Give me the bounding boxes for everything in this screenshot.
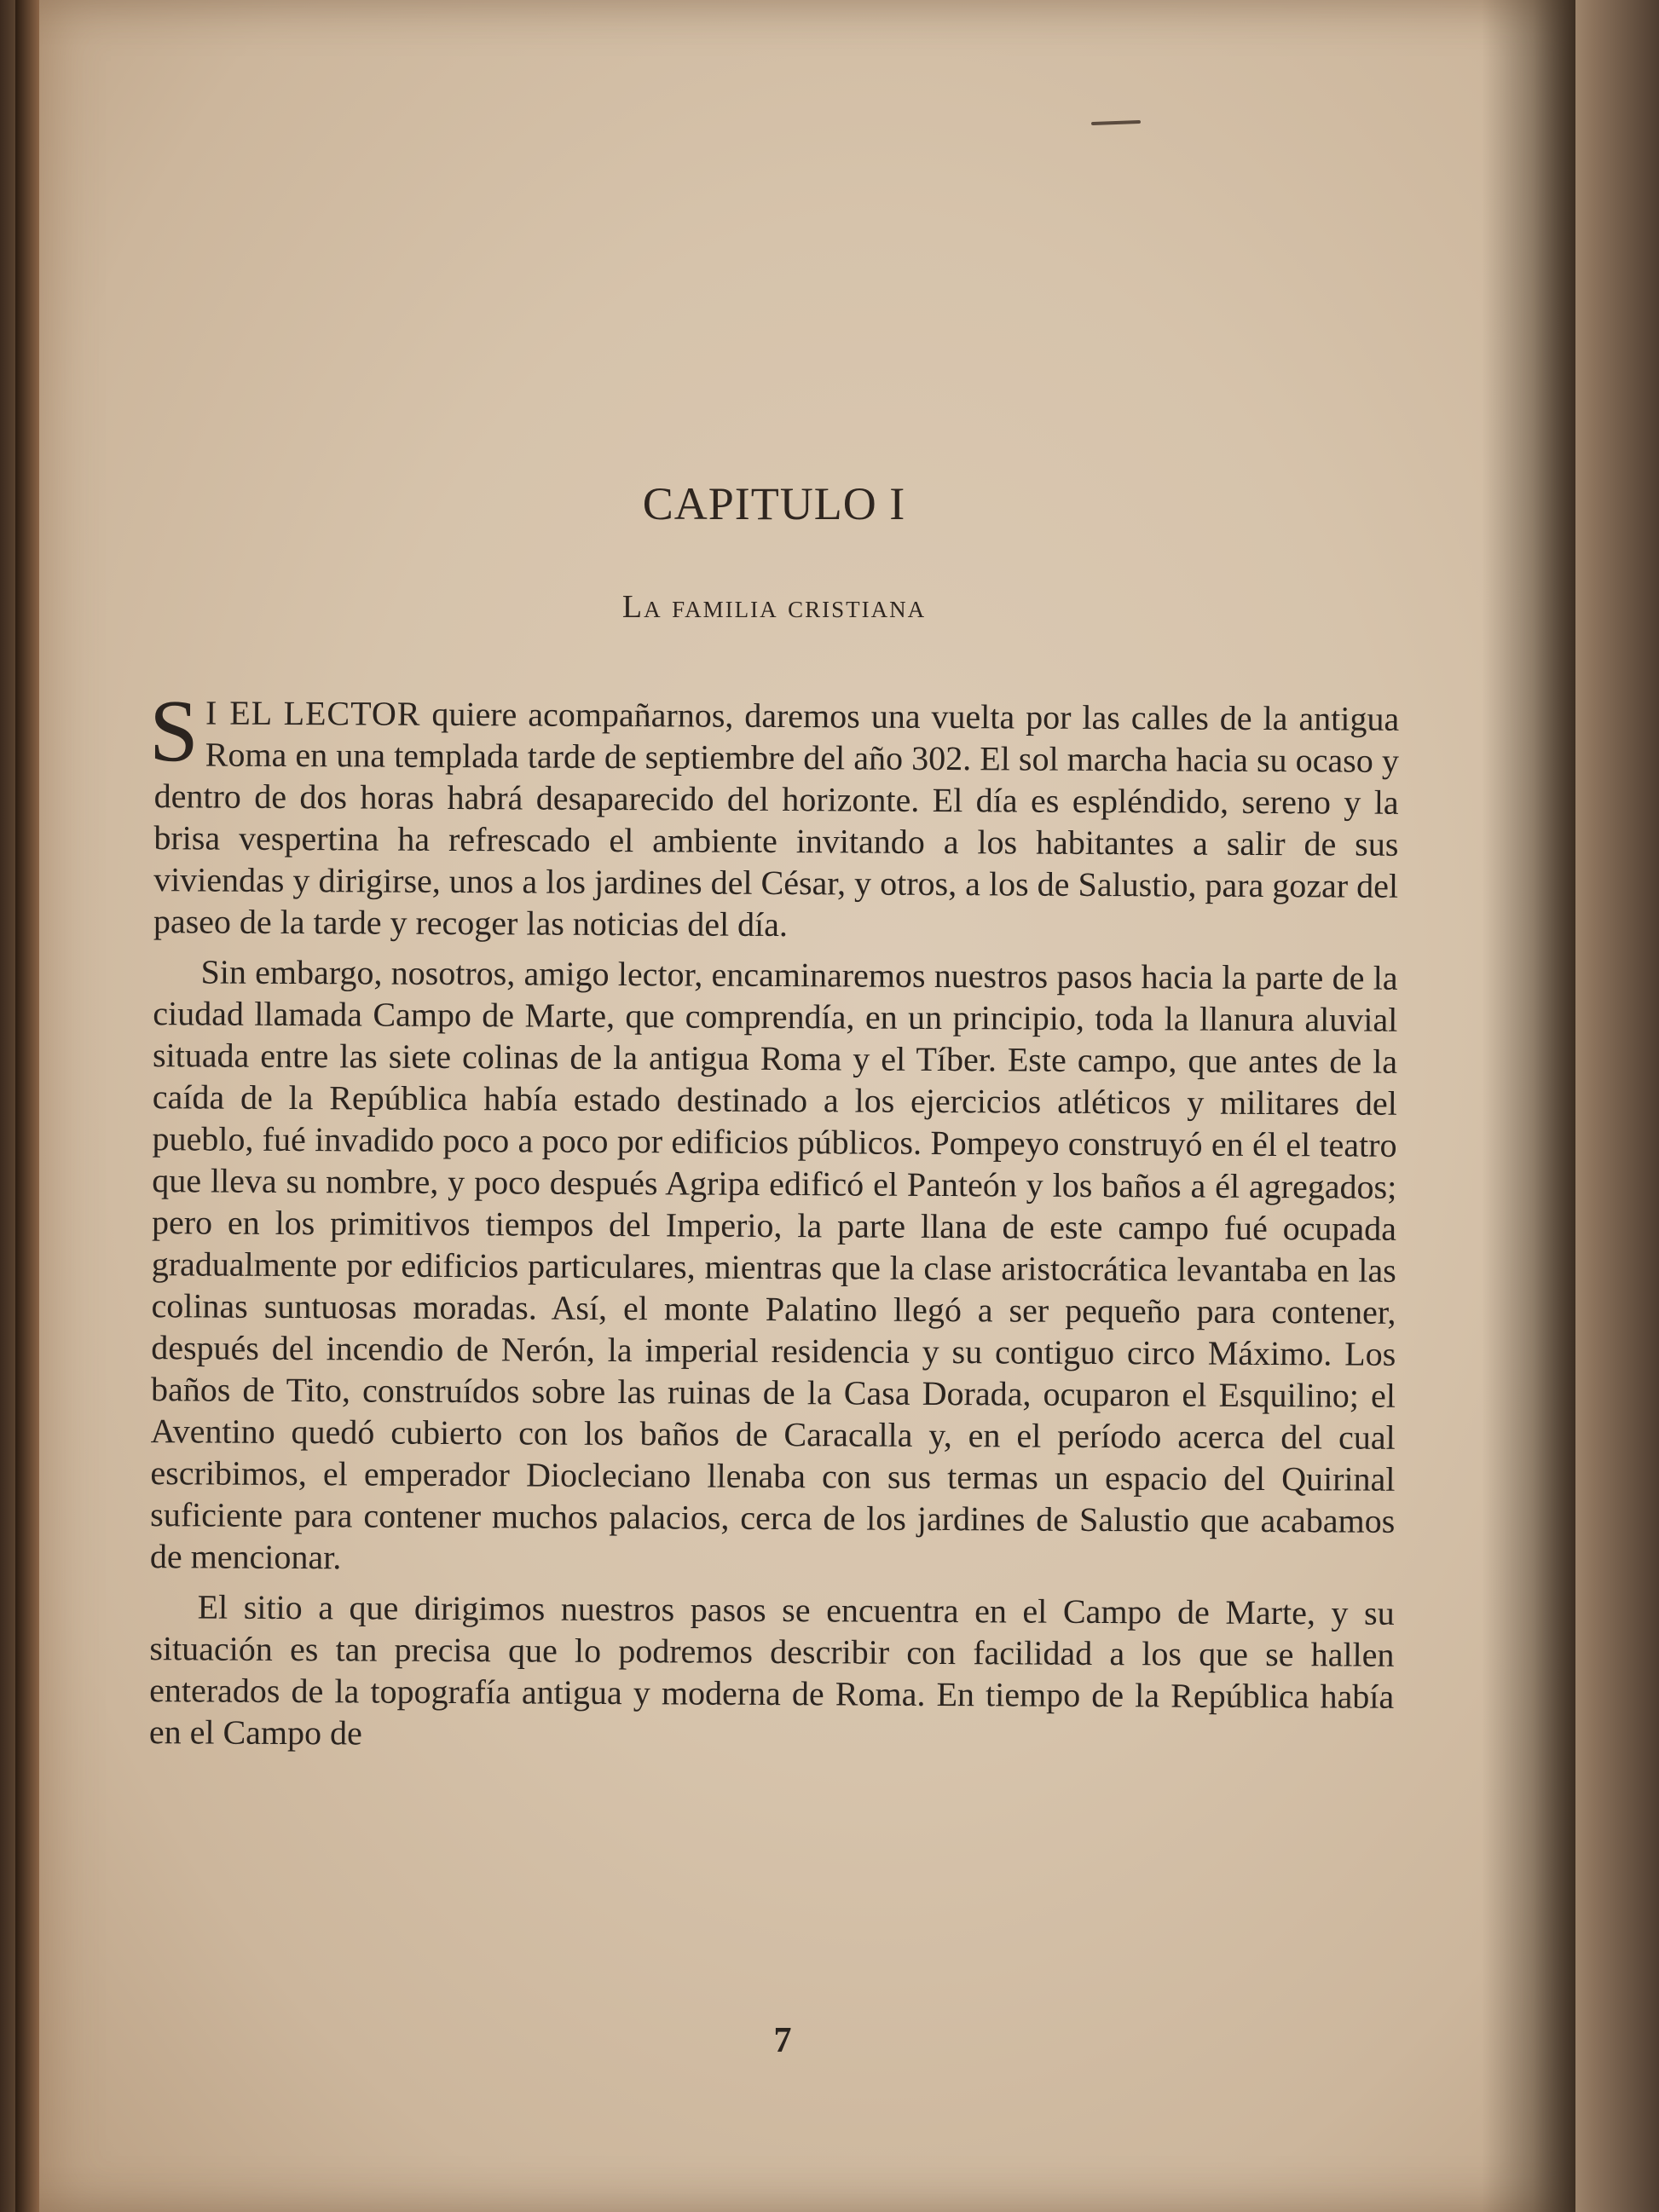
paragraph-1-text: quiere acompañarnos, daremos una vuelta por las calles de la antigua Roma en una templada tarde de septiembre del año 302. El sol marcha hacia su ocaso y dentro de dos horas habrá desaparecido del horizonte. El día es espléndido, sereno y la brisa vespertina ha refrescado el ambiente invitando a los habitantes a salir de sus viviendas y dirigirse, unos a los jardines del César, y otros, a los de Salustio, para gozar del paseo de la tarde y recoger las noticias del día.	[153, 694, 1400, 944]
page-number: 7	[773, 2021, 792, 2060]
book-page	[15, 0, 1575, 2212]
lead-words: I EL LECTOR	[205, 693, 421, 733]
page-binding-edge	[15, 0, 39, 2212]
drop-cap: S	[148, 682, 199, 781]
chapter-title: CAPITULO I	[642, 478, 906, 529]
page-right-edge	[1482, 0, 1575, 2212]
paragraph-1	[148, 682, 1400, 949]
body-text	[148, 682, 1400, 1768]
paragraph-2: Sin embargo, nosotros, amigo lector, encaminaremos nuestros pasos hacia la parte de la ciudad llamada Campo de Marte, que comprendía, en un principio, toda la llanura aluvial situada entre las siete colinas de la antigua Roma y el Tíber. Este campo, que antes de la caída de la República había estado destinado a los ejercicios atléticos y militares del pueblo, fué invadido poco a poco por edificios públicos. Pompeyo construyó en él el teatro que lleva su nombre, y poco después Agripa edificó el Panteón y los baños a él agregados; pero en los primitivos tiempos del Imperio, la parte llana de este campo fué ocupada gradualmente por edificios particulares, mientras que la clase aristocrática levantaba en las colinas suntuosas moradas. Así, el monte Palatino llegó a ser pequeño para contener, después del incendio de Nerón, la imperial residencia y su contiguo circo Máximo. Los baños de Tito, construídos sobre las ruinas de la Casa Dorada, ocuparon el Esquilino; el Aventino quedó cubierto con los baños de Caracalla y, en el período acerca del cual escribimos, el emperador Diocleciano llenaba con sus termas un espacio del Quirinal suficiente para contener muchos palacios, cerca de los jardines de Salustio que acabamos de mencionar.	[149, 952, 1398, 1577]
paragraph-3: El sitio a que dirigimos nuestros pasos se encuentra en el Campo de Marte, y su situación es tan precisa que lo podremos describir con facilidad a los que se hallen enterados de la topografía antigua y moderna de Roma. En tiempo de la República había en el Campo de	[148, 1587, 1395, 1753]
ink-mark	[1091, 120, 1141, 125]
chapter-subtitle: La familia cristiana	[621, 589, 927, 625]
